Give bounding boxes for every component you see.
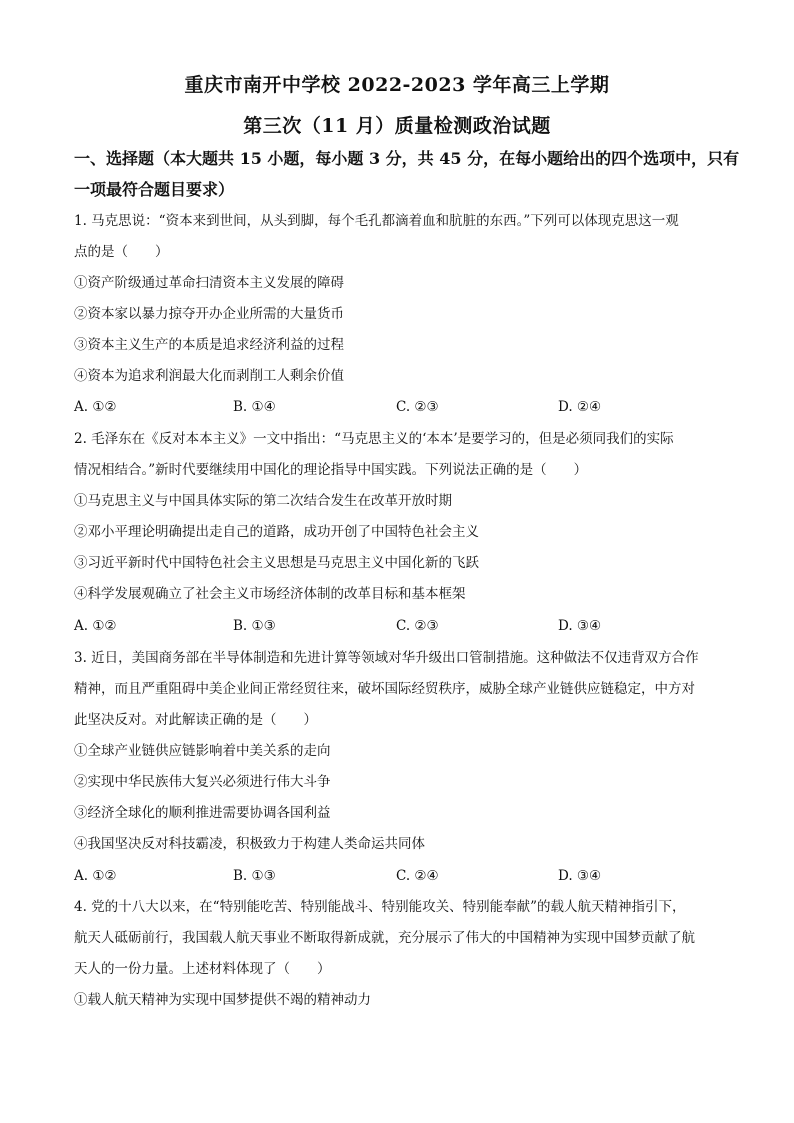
question-2	[74, 424, 724, 610]
question-stem-line: 情况相结合。”新时代要继续用中国化的理论指导中国实践。下列说法正确的是（ ）	[74, 462, 588, 478]
question-stem-line: 点的是（ ）	[74, 244, 169, 260]
statement-item: ③资本主义生产的本质是追求经济利益的过程	[74, 337, 344, 353]
option-d: D. ②④	[558, 399, 602, 415]
statement-item: ②邓小平理论明确提出走自己的道路，成功开创了中国特色社会主义	[74, 524, 479, 540]
statement-item: ①全球产业链供应链影响着中美关系的走向	[74, 743, 331, 759]
statement-item: ②实现中华民族伟大复兴必须进行伟大斗争	[74, 774, 331, 790]
option-a: A. ①②	[74, 618, 117, 634]
statement-item: ①资产阶级通过革命扫清资本主义发展的障碍	[74, 275, 344, 291]
question-3	[74, 643, 724, 860]
option-c: C. ②④	[396, 868, 439, 884]
question-stem-line: 4. 党的十八大以来，在“特别能吃苦、特别能战斗、特别能攻关、特别能奉献”的载人航天精神指引下，	[74, 899, 686, 915]
question-stem-line: 航天人砥砺前行，我国载人航天事业不断取得新成就，充分展示了伟大的中国精神为实现中国梦贡献了航	[74, 930, 695, 946]
question-stem-line: 此坚决反对。对此解读正确的是（ ）	[74, 712, 317, 728]
section-heading-line: 一项最符合题目要求）	[74, 180, 235, 199]
question-stem-line: 1. 马克思说：“资本来到世间，从头到脚，每个毛孔都滴着血和肮脏的东西。”下列可以体现克思这一观	[74, 213, 679, 229]
question-1-options	[74, 392, 724, 423]
statement-item: ①马克思主义与中国具体实际的第二次结合发生在改革开放时期	[74, 493, 452, 509]
section-heading	[74, 143, 740, 205]
option-d: D. ③④	[558, 618, 602, 634]
question-stem-line: 2. 毛泽东在《反对本本主义》一文中指出：“马克思主义的‘本本’是要学习的，但是必须同我们的实际	[74, 431, 674, 447]
statement-item: ④科学发展观确立了社会主义市场经济体制的改革目标和基本框架	[74, 586, 466, 602]
option-d: D. ③④	[558, 868, 602, 884]
statement-item: ③习近平新时代中国特色社会主义思想是马克思主义中国化新的飞跃	[74, 555, 479, 571]
question-3-options	[74, 861, 724, 892]
option-b: B. ①③	[233, 618, 276, 634]
question-stem-line: 天人的一份力量。上述材料体现了（ ）	[74, 961, 331, 977]
question-4	[74, 892, 724, 1016]
option-c: C. ②③	[396, 399, 439, 415]
question-2-options	[74, 611, 724, 642]
statement-item: ④资本为追求利润最大化而剥削工人剩余价值	[74, 368, 344, 384]
option-c: C. ②③	[396, 618, 439, 634]
statement-item: ③经济全球化的顺利推进需要协调各国利益	[74, 805, 331, 821]
option-a: A. ①②	[74, 868, 117, 884]
option-a: A. ①②	[74, 399, 117, 415]
option-b: B. ①③	[233, 868, 276, 884]
section-heading-line: 一、选择题（本大题共 15 小题，每小题 3 分，共 45 分，在每小题给出的四个选项中，只有	[74, 149, 740, 168]
exam-title-line1: 重庆市南开中学校 2022-2023 学年高三上学期	[184, 74, 610, 96]
exam-title-line2: 第三次（11 月）质量检测政治试题	[243, 115, 551, 137]
statement-item: ①载人航天精神为实现中国梦提供不竭的精神动力	[74, 992, 371, 1008]
statement-item: ④我国坚决反对科技霸凌，积极致力于构建人类命运共同体	[74, 836, 425, 852]
statement-item: ②资本家以暴力掠夺开办企业所需的大量货币	[74, 306, 344, 322]
question-stem-line: 3. 近日，美国商务部在半导体制造和先进计算等领域对华升级出口管制措施。这种做法不仅违背双方合作	[74, 650, 699, 666]
question-1	[74, 206, 724, 392]
option-b: B. ①④	[233, 399, 276, 415]
question-stem-line: 精神，而且严重阻碍中美企业间正常经贸往来，破坏国际经贸秩序，威胁全球产业链供应链稳定，中方对	[74, 681, 695, 697]
